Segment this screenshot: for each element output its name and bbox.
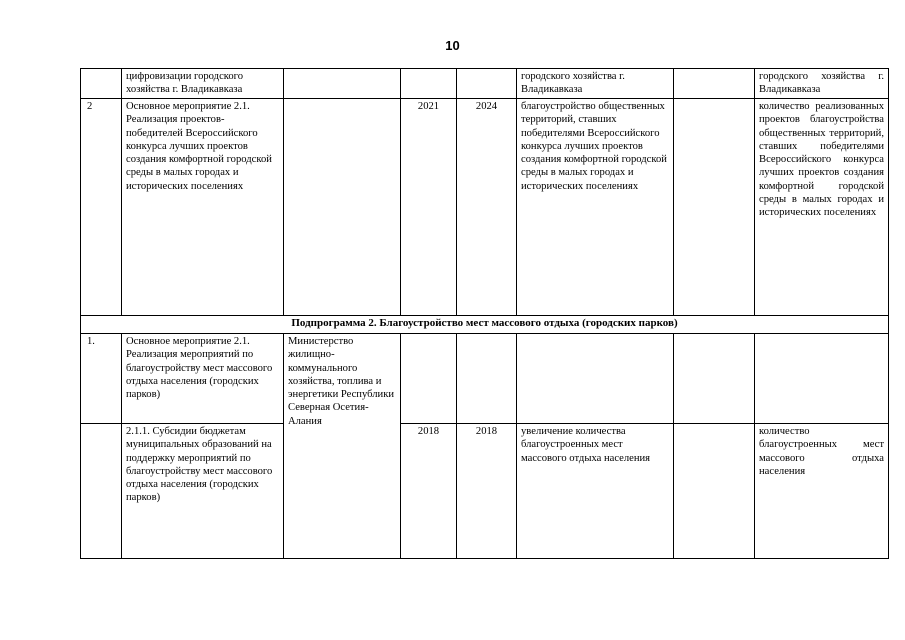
cell-start-year: 2018 (401, 424, 457, 559)
subprogram-title: Подпрограмма 2. Благоустройство мест массового отдыха (городских парков) (81, 316, 889, 334)
cell-end-year (457, 69, 517, 99)
cell-num: 2 (81, 99, 122, 316)
cell-start-year (401, 334, 457, 424)
cell-measure-name: 2.1.1. Субсидии бюджетам муниципальных образований на поддержку мероприятий по благоустройству мест массового отдыха населения (городских парков) (122, 424, 284, 559)
cell-measure-name: Основное мероприятие 2.1. Реализация мероприятий по благоустройству мест массового отдыха населения (городских парков) (122, 334, 284, 424)
cell-expected-result (517, 334, 674, 424)
cell-empty (674, 424, 755, 559)
table-row (81, 99, 889, 316)
cell-indicator (755, 334, 889, 424)
cell-end-year: 2024 (457, 99, 517, 316)
cell-executor: Министерство жилищно-коммунального хозяйства, топлива и энергетики Республики Северная Осетия-Алания (284, 334, 401, 559)
cell-expected-result: благоустройство общественных территорий, ставших победителями Всероссийского конкурса лучших проектов создания комфортной городской среды в малых городах и исторических поселениях (517, 99, 674, 316)
measures-table (80, 68, 889, 559)
cell-indicator: городского хозяйства г. Владикавказа (755, 69, 889, 99)
cell-executor (284, 69, 401, 99)
cell-expected-result: городского хозяйства г. Владикавказа (517, 69, 674, 99)
table-row (81, 424, 889, 559)
cell-num (81, 424, 122, 559)
cell-end-year: 2018 (457, 424, 517, 559)
cell-empty (674, 334, 755, 424)
table-row (81, 334, 889, 424)
page-number: 10 (445, 38, 460, 53)
cell-start-year (401, 69, 457, 99)
cell-expected-result: увеличение количества благоустроенных мест массового отдыха населения (517, 424, 674, 559)
table-row (81, 69, 889, 99)
cell-num (81, 69, 122, 99)
cell-num: 1. (81, 334, 122, 424)
cell-empty (674, 69, 755, 99)
cell-indicator: количество реализованных проектов благоустройства общественных территорий, ставших победителями Всероссийского конкурса лучших проектов создания комфортной городской среды в малых городах и исторических поселениях (755, 99, 889, 316)
cell-empty (674, 99, 755, 316)
cell-measure-name: цифровизации городского хозяйства г. Владикавказа (122, 69, 284, 99)
table-row (81, 316, 889, 334)
cell-end-year (457, 334, 517, 424)
cell-indicator: количество благоустроенных мест массового отдыха населения (755, 424, 889, 559)
cell-start-year: 2021 (401, 99, 457, 316)
cell-executor (284, 99, 401, 316)
cell-measure-name: Основное мероприятие 2.1. Реализация проектов-победителей Всероссийского конкурса лучших проектов создания комфортной городской среды в малых городах и исторических поселениях (122, 99, 284, 316)
